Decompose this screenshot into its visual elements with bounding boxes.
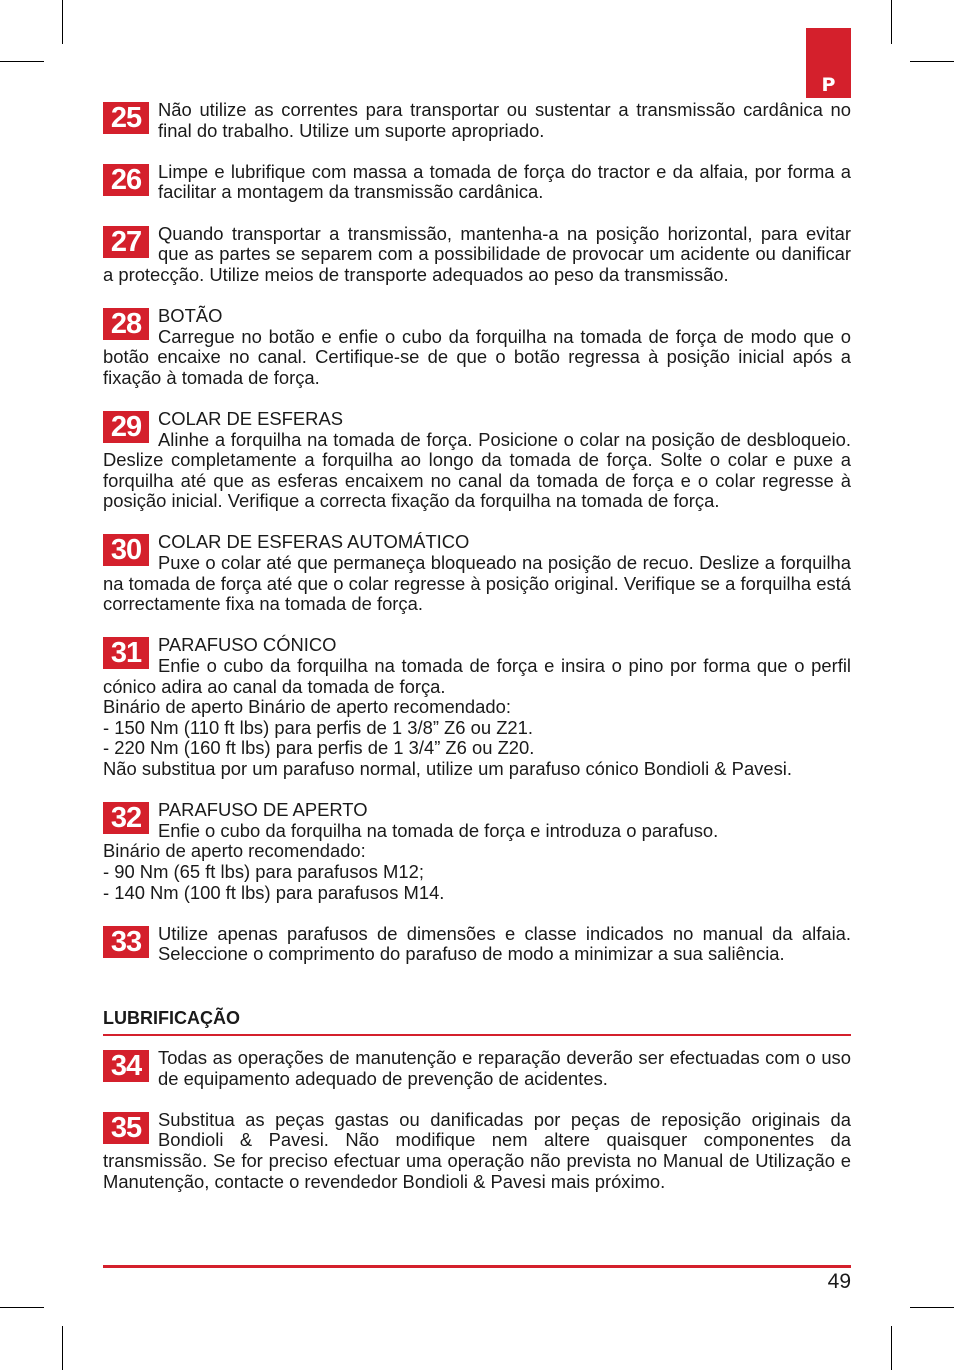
crop-mark bbox=[62, 1326, 63, 1370]
crop-mark bbox=[62, 0, 63, 44]
page-number: 49 bbox=[827, 1270, 851, 1293]
instruction-item bbox=[103, 100, 851, 141]
instruction-list-lubrication bbox=[103, 1048, 851, 1192]
instruction-item bbox=[103, 409, 851, 512]
item-text: Substitua as peças gastas ou danificadas por peças de reposição originais da Bondioli & Pavesi. Não modifique nem altere quaisquer componentes da transmissão. Se for preciso efectuar uma operação não prevista no Manual de Utilização e Manutenção, contacte o revendedor Bondioli & Pavesi mais próximo. bbox=[103, 1108, 851, 1192]
crop-mark bbox=[910, 61, 954, 62]
item-text: Utilize apenas parafusos de dimensões e classe indicados no manual da alfaia. Seleccione o comprimento do parafuso de modo a minimizar a sua saliência. bbox=[158, 922, 851, 965]
item-text: Puxe o colar até que permaneça bloqueado na posição de recuo. Deslize a forquilha na tomada de força até que o colar regresse à posição original. Verifique se a forquilha está correctamente fixa na tomada de força. bbox=[103, 552, 851, 615]
item-text: - 220 Nm (160 ft lbs) para perfis de 1 3/4” Z6 ou Z20. bbox=[103, 737, 535, 759]
instruction-item bbox=[103, 800, 851, 903]
crop-mark bbox=[910, 1307, 954, 1308]
item-text: Enfie o cubo da forquilha na tomada de força e introduza o parafuso. bbox=[158, 819, 719, 841]
instruction-item bbox=[103, 924, 851, 965]
item-text: - 140 Nm (100 ft lbs) para parafusos M14. bbox=[103, 881, 445, 903]
section-heading: LUBRIFICAÇÃO bbox=[103, 1007, 851, 1036]
item-text: Não utilize as correntes para transportar ou sustentar a transmissão cardânica no final do trabalho. Utilize um suporte apropriado. bbox=[158, 99, 851, 141]
instruction-item bbox=[103, 162, 851, 203]
instruction-item bbox=[103, 635, 851, 779]
item-title: COLAR DE ESFERAS AUTOMÁTICO bbox=[158, 531, 470, 553]
crop-mark bbox=[891, 0, 892, 44]
item-text: Binário de aperto Binário de aperto recomendado: bbox=[103, 696, 511, 718]
item-text: - 90 Nm (65 ft lbs) para parafusos M12; bbox=[103, 860, 424, 882]
bottom-rule bbox=[103, 1265, 851, 1268]
crop-mark bbox=[0, 61, 44, 62]
item-text: - 150 Nm (110 ft lbs) para perfis de 1 3/8” Z6 ou Z21. bbox=[103, 716, 533, 738]
item-number-badge: 32 bbox=[103, 802, 149, 834]
item-title: BOTÃO bbox=[158, 304, 223, 326]
item-text: Todas as operações de manutenção e reparação deverão ser efectuadas com o uso de equipamento adequado de prevenção de acidentes. bbox=[158, 1046, 851, 1089]
crop-mark bbox=[0, 1307, 44, 1308]
item-number-badge: 34 bbox=[103, 1050, 149, 1082]
instruction-item bbox=[103, 1048, 851, 1089]
item-title: PARAFUSO DE APERTO bbox=[158, 799, 368, 821]
crop-mark bbox=[891, 1326, 892, 1370]
item-number-badge: 35 bbox=[103, 1112, 149, 1144]
instruction-item bbox=[103, 532, 851, 614]
item-text: Quando transportar a transmissão, mantenha-a na posição horizontal, para evitar que as partes se separem com a possibilidade de provocar um acidente ou danificar a protecção. Utilize meios de transporte adequados ao peso da transmissão. bbox=[103, 222, 851, 285]
item-number-badge: 25 bbox=[103, 102, 149, 134]
instruction-item bbox=[103, 306, 851, 388]
instruction-item bbox=[103, 224, 851, 286]
language-tab: P bbox=[806, 28, 851, 98]
instruction-item bbox=[103, 1110, 851, 1192]
item-number-badge: 29 bbox=[103, 411, 149, 443]
item-text: Enfie o cubo da forquilha na tomada de força e insira o pino por forma que o perfil cónico adira ao canal da tomada de força. bbox=[103, 655, 851, 697]
item-number-badge: 33 bbox=[103, 926, 149, 958]
item-text: Carregue no botão e enfie o cubo da forquilha na tomada de força de modo que o botão encaixe no canal. Certifique-se de que o botão regressa à posição inicial após a fixação à tomada de força. bbox=[103, 325, 851, 388]
item-number-badge: 27 bbox=[103, 226, 149, 258]
item-text: Binário de aperto recomendado: bbox=[103, 840, 366, 862]
item-text: Não substitua por um parafuso normal, utilize um parafuso cónico Bondioli & Pavesi. bbox=[103, 758, 792, 779]
document-body bbox=[103, 100, 851, 1213]
item-title: COLAR DE ESFERAS bbox=[158, 407, 343, 429]
item-title: PARAFUSO CÓNICO bbox=[158, 634, 337, 656]
item-text: Alinhe a forquilha na tomada de força. Posicione o colar na posição de desbloqueio. Deslize completamente a forquilha ao longo da tomada de força. Solte o colar e puxe a forquilha até que as esferas encaixem no canal da tomada de força e o colar regresse à posição inicial. Verifique a correcta fixação da forquilha na tomada de força. bbox=[103, 428, 851, 512]
item-number-badge: 26 bbox=[103, 164, 149, 196]
item-text: Limpe e lubrifique com massa a tomada de força do tractor e da alfaia, por forma a facilitar a montagem da transmissão cardânica. bbox=[158, 160, 851, 203]
item-number-badge: 30 bbox=[103, 534, 149, 566]
instruction-list bbox=[103, 100, 851, 965]
item-number-badge: 28 bbox=[103, 308, 149, 340]
item-number-badge: 31 bbox=[103, 637, 149, 669]
